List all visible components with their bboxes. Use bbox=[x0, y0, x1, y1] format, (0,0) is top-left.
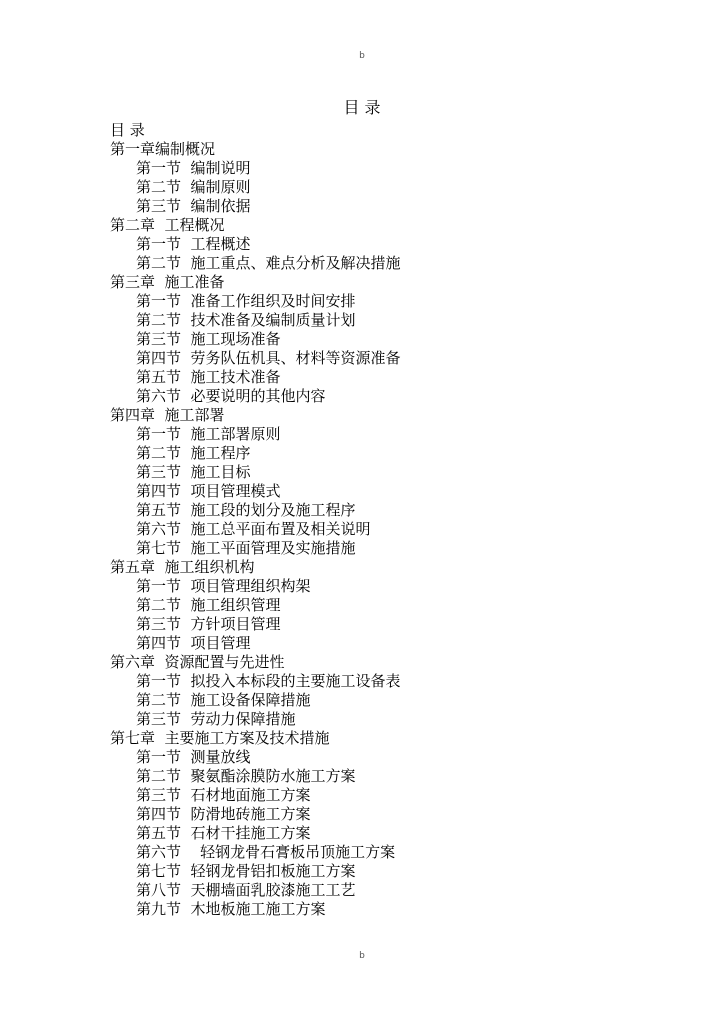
toc-section-entry: 第二节 施工设备保障措施 bbox=[136, 691, 311, 709]
toc-section-entry: 第三节 施工目标 bbox=[136, 463, 251, 481]
toc-section-entry: 第五节 施工技术准备 bbox=[136, 368, 281, 386]
toc-section-entry: 第六节 施工总平面布置及相关说明 bbox=[136, 520, 371, 538]
toc-chapter-entry: 目 录 bbox=[110, 121, 145, 139]
toc-chapter-entry: 第四章 施工部署 bbox=[110, 406, 225, 424]
toc-chapter-entry: 第七章 主要施工方案及技术措施 bbox=[110, 729, 330, 747]
toc-section-entry: 第一节 测量放线 bbox=[136, 748, 251, 766]
toc-section-entry: 第七节 施工平面管理及实施措施 bbox=[136, 539, 356, 557]
toc-section-entry: 第一节 施工部署原则 bbox=[136, 425, 281, 443]
toc-chapter-entry: 第三章 施工准备 bbox=[110, 273, 225, 291]
toc-section-entry: 第三节 石材地面施工方案 bbox=[136, 786, 311, 804]
toc-section-entry: 第四节 劳务队伍机具、材料等资源准备 bbox=[136, 349, 401, 367]
toc-section-entry: 第三节 编制依据 bbox=[136, 197, 251, 215]
toc-section-entry: 第四节 项目管理 bbox=[136, 634, 251, 652]
table-of-contents bbox=[110, 121, 670, 919]
toc-section-entry: 第二节 施工重点、难点分析及解决措施 bbox=[136, 254, 401, 272]
toc-section-entry: 第四节 项目管理模式 bbox=[136, 482, 281, 500]
toc-section-entry: 第一节 项目管理组织构架 bbox=[136, 577, 311, 595]
toc-chapter-entry: 第二章 工程概况 bbox=[110, 216, 225, 234]
toc-section-entry: 第五节 石材干挂施工方案 bbox=[136, 824, 311, 842]
page-header-mark: b bbox=[359, 51, 365, 61]
toc-chapter-entry: 第五章 施工组织机构 bbox=[110, 558, 255, 576]
page-title: 目 录 bbox=[343, 98, 381, 117]
toc-section-entry: 第六节 轻钢龙骨石膏板吊顶施工方案 bbox=[136, 843, 396, 861]
toc-section-entry: 第三节 劳动力保障措施 bbox=[136, 710, 296, 728]
toc-section-entry: 第一节 编制说明 bbox=[136, 159, 251, 177]
toc-section-entry: 第一节 工程概述 bbox=[136, 235, 251, 253]
toc-section-entry: 第七节 轻钢龙骨铝扣板施工方案 bbox=[136, 862, 356, 880]
toc-section-entry: 第二节 技术准备及编制质量计划 bbox=[136, 311, 356, 329]
toc-section-entry: 第二节 聚氨酯涂膜防水施工方案 bbox=[136, 767, 356, 785]
toc-section-entry: 第五节 施工段的划分及施工程序 bbox=[136, 501, 356, 519]
toc-section-entry: 第八节 天棚墙面乳胶漆施工工艺 bbox=[136, 881, 356, 899]
toc-section-entry: 第六节 必要说明的其他内容 bbox=[136, 387, 326, 405]
page-footer-mark: b bbox=[359, 951, 365, 961]
toc-chapter-entry: 第六章 资源配置与先进性 bbox=[110, 653, 285, 671]
toc-section-entry: 第三节 施工现场准备 bbox=[136, 330, 281, 348]
toc-section-entry: 第二节 编制原则 bbox=[136, 178, 251, 196]
toc-section-entry: 第一节 拟投入本标段的主要施工设备表 bbox=[136, 672, 401, 690]
toc-chapter-entry: 第一章编制概况 bbox=[110, 140, 216, 158]
toc-section-entry: 第三节 方针项目管理 bbox=[136, 615, 281, 633]
toc-section-entry: 第二节 施工组织管理 bbox=[136, 596, 281, 614]
toc-section-entry: 第九节 木地板施工施工方案 bbox=[136, 900, 326, 918]
toc-section-entry: 第一节 准备工作组织及时间安排 bbox=[136, 292, 356, 310]
toc-section-entry: 第四节 防滑地砖施工方案 bbox=[136, 805, 311, 823]
toc-section-entry: 第二节 施工程序 bbox=[136, 444, 251, 462]
